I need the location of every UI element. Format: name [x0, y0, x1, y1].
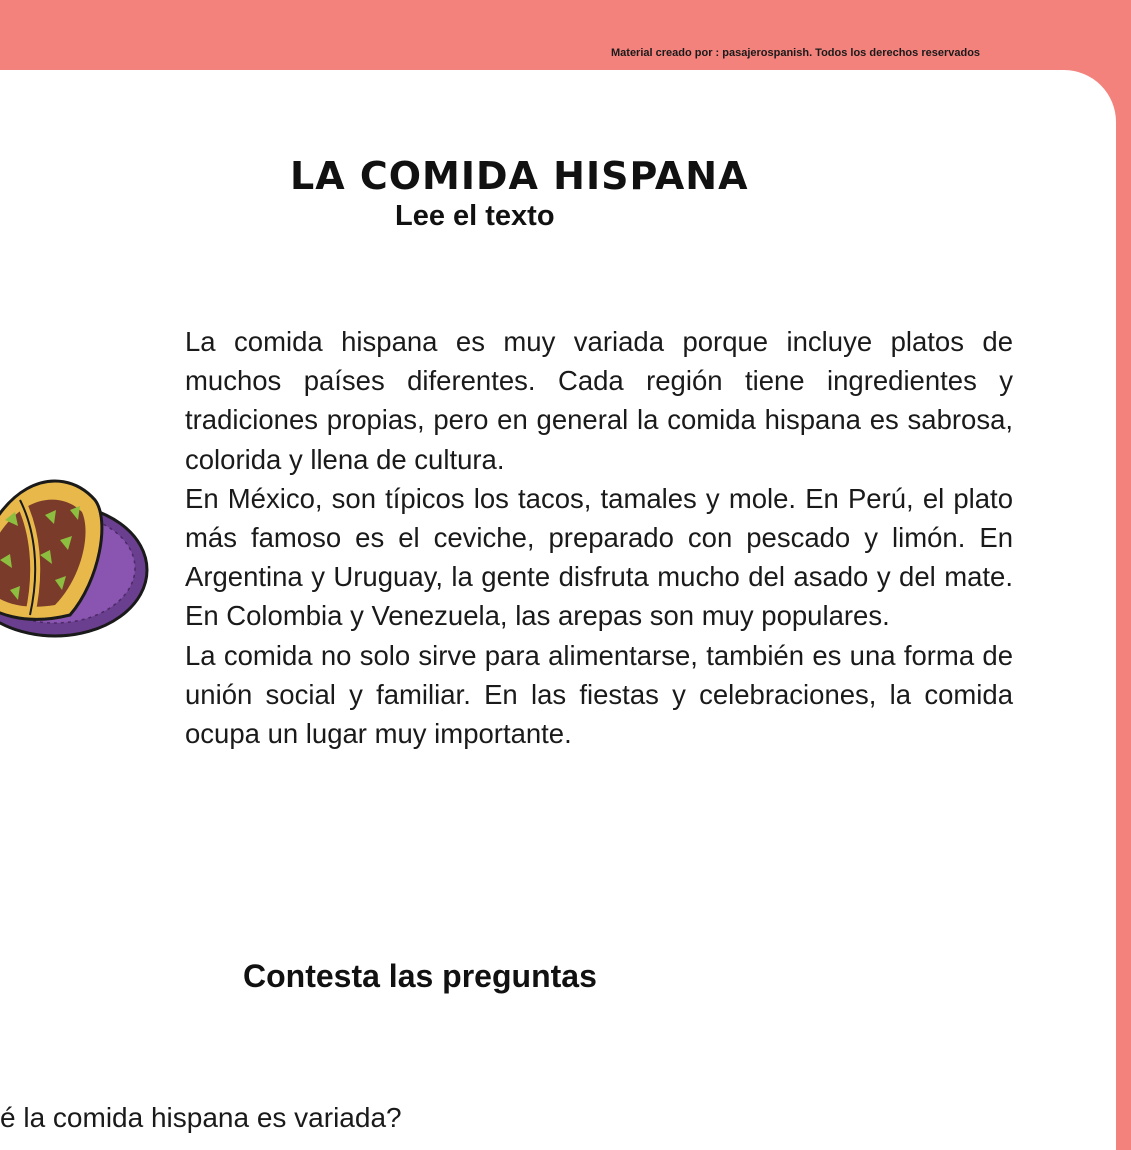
- question-item: é la comida hispana es variada?: [0, 1102, 402, 1133]
- worksheet-subtitle: Lee el texto: [395, 200, 555, 232]
- copyright-notice: Material creado por : pasajerospanish. Todos los derechos reservados: [611, 47, 981, 59]
- paragraph: La comida no solo sirve para alimentarse, también es una forma de unión social y familiar. En las fiestas y celebraciones, la comida ocupa un lugar muy importante.: [185, 639, 1013, 750]
- reading-passage: [185, 322, 1013, 753]
- worksheet-title: LA COMIDA HISPANA: [290, 154, 749, 198]
- paragraph: En México, son típicos los tacos, tamales y mole. En Perú, el plato más famoso es el ceviche, preparado con pescado y limón. En Argentina y Uruguay, la gente disfruta mucho del asado y del mate. En Colombia y Venezuela, las arepas son muy populares.: [185, 482, 1013, 632]
- paragraph: La comida hispana es muy variada porque incluye platos de muchos países diferentes. Cada región tiene ingredientes y tradiciones propias, pero en general la comida hispana es sabrosa, colorida y llena de cultura.: [185, 326, 1013, 475]
- questions-heading: Contesta las preguntas: [243, 958, 597, 994]
- taco-plate-icon: [0, 440, 150, 650]
